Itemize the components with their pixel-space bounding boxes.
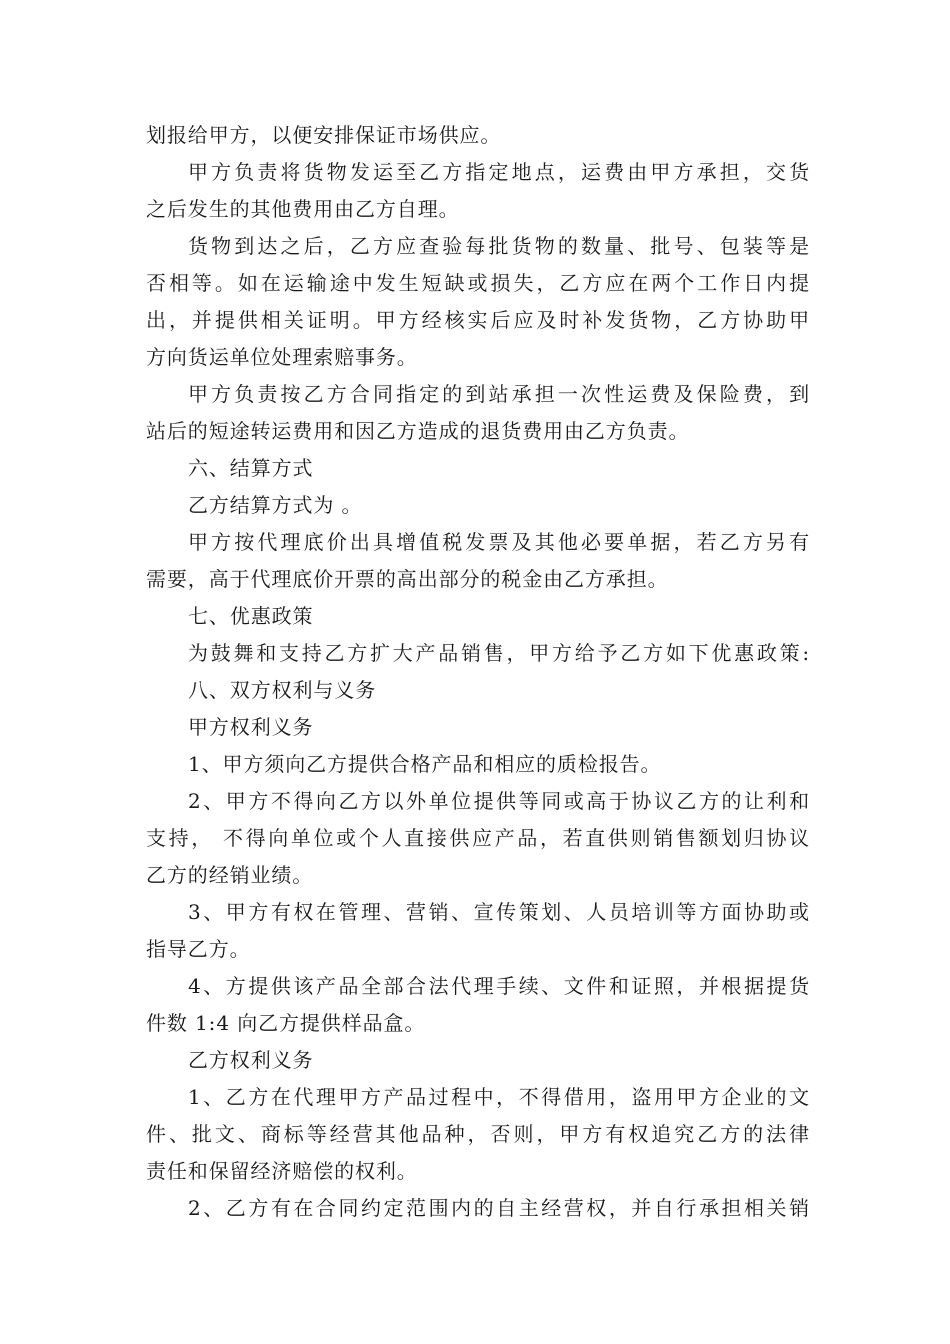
text-line: 站后的短途转运费用和因乙方造成的退货费用由乙方负责。 xyxy=(146,419,690,443)
text-line: 责任和保留经济赔偿的权利。 xyxy=(146,1159,418,1183)
text-line: 件、批文、商标等经营其他品种，否则，甲方有权追究乙方的法律 xyxy=(146,1122,810,1146)
text-line: 否相等。如在运输途中发生短缺或损失，乙方应在两个工作日内提 xyxy=(146,271,810,295)
subsection-heading: 甲方权利义务 xyxy=(188,715,314,739)
text-line: 方向货运单位处理索赔事务。 xyxy=(146,345,418,369)
text-line: 乙方结算方式为 。 xyxy=(188,493,363,517)
text-line: 甲方负责按乙方合同指定的到站承担一次性运费及保险费，到 xyxy=(188,382,810,406)
list-item: 2、甲方不得向乙方以外单位提供等同或高于协议乙方的让利和 xyxy=(188,789,810,813)
text-line: 甲方按代理底价出具增值税发票及其他必要单据，若乙方另有 xyxy=(188,530,810,554)
list-item: 2、乙方有在合同约定范围内的自主经营权，并自行承担相关销 xyxy=(188,1196,810,1220)
section-heading: 七、优惠政策 xyxy=(188,604,314,628)
list-item: 1、甲方须向乙方提供合格产品和相应的质检报告。 xyxy=(188,752,662,776)
list-item: 4、方提供该产品全部合法代理手续、文件和证照，并根据提货 xyxy=(188,974,810,998)
text-line: 支持， 不得向单位或个人直接供应产品，若直供则销售额划归协议 xyxy=(146,826,810,850)
text-line: 之后发生的其他费用由乙方自理。 xyxy=(146,197,460,221)
list-item: 1、乙方在代理甲方产品过程中，不得借用，盗用甲方企业的文 xyxy=(188,1085,810,1109)
text-line: 件数 1:4 向乙方提供样品盒。 xyxy=(146,1011,426,1035)
text-line: 划报给甲方，以便安排保证市场供应。 xyxy=(146,123,502,147)
text-line: 为鼓舞和支持乙方扩大产品销售，甲方给予乙方如下优惠政策: xyxy=(188,641,810,665)
text-line: 乙方的经销业绩。 xyxy=(146,863,314,887)
text-line: 指导乙方。 xyxy=(146,937,251,961)
text-line: 出，并提供相关证明。甲方经核实后应及时补发货物，乙方协助甲 xyxy=(146,308,810,332)
text-line: 货物到达之后，乙方应查验每批货物的数量、批号、包装等是 xyxy=(188,234,810,258)
subsection-heading: 乙方权利义务 xyxy=(188,1048,314,1072)
section-heading: 八、双方权利与义务 xyxy=(188,678,377,702)
list-item: 3、甲方有权在管理、营销、宣传策划、人员培训等方面协助或 xyxy=(188,900,810,924)
text-line: 需要，高于代理底价开票的高出部分的税金由乙方承担。 xyxy=(146,567,669,591)
text-line: 甲方负责将货物发运至乙方指定地点，运费由甲方承担，交货 xyxy=(188,160,810,184)
section-heading: 六、结算方式 xyxy=(188,456,314,480)
